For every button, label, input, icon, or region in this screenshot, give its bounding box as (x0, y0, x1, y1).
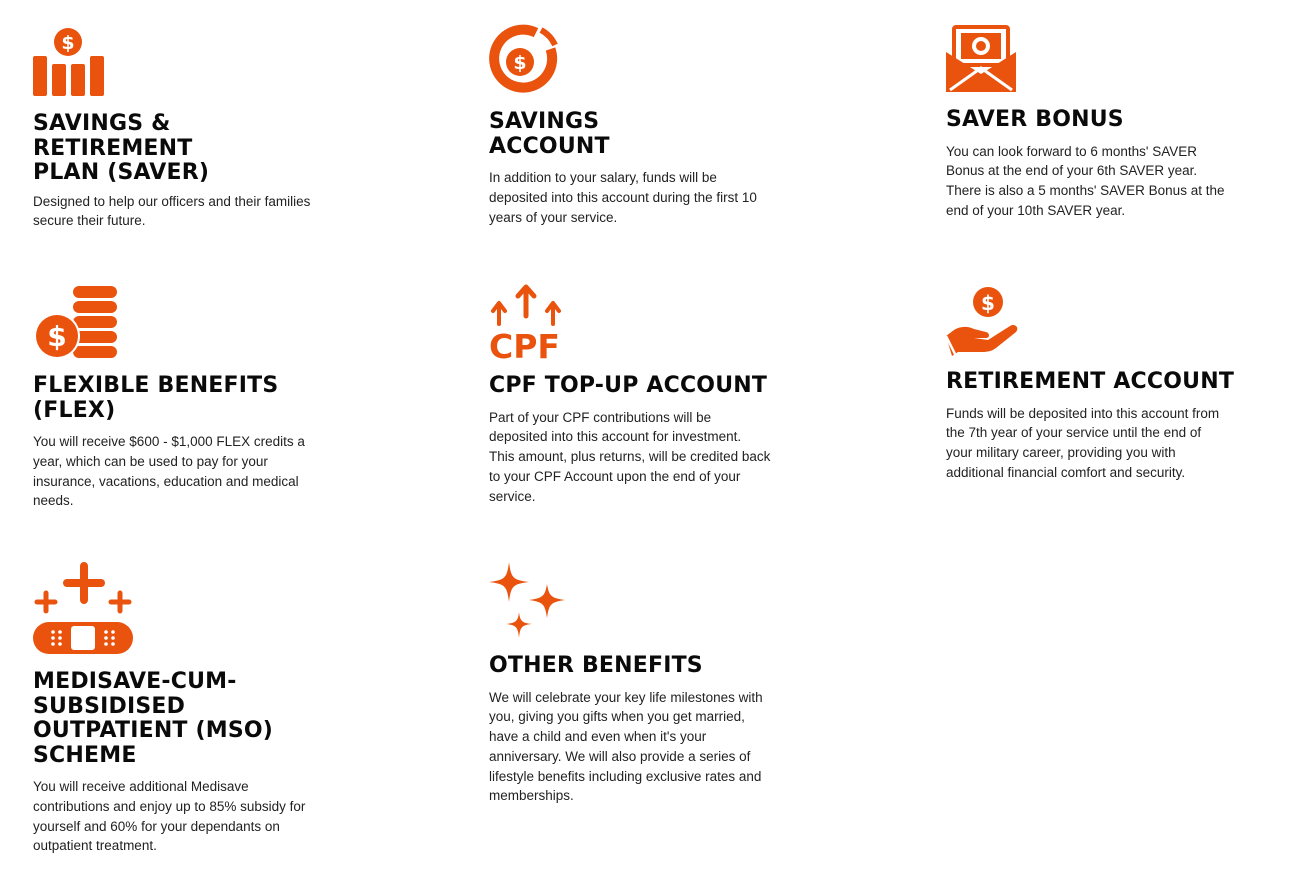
benefit-title: SAVINGS ACCOUNT (489, 109, 610, 159)
svg-text:$: $ (981, 291, 995, 315)
coin-stack-icon (33, 284, 117, 360)
coin-progress-ring-icon (489, 24, 561, 96)
cpf-arrows-up-icon (489, 284, 569, 360)
benefit-description: You will receive $600 - $1,000 FLEX credits a year, which can be used to pay for your insurance, vacations, education and medical needs. (33, 434, 305, 509)
benefit-card-other-benefits (489, 562, 789, 806)
hand-holding-coin-icon (946, 284, 1020, 358)
benefit-title: MEDISAVE-CUM- SUBSIDISED OUTPATIENT (MSO) SCHEME (33, 669, 274, 768)
benefit-description: Part of your CPF contributions will be deposited into this account for investment. This amount, plus returns, will be credited back to your CPF Account upon the end of your service. (489, 409, 771, 504)
benefit-card-saver-bonus (946, 24, 1246, 221)
savings-bar-chart-icon (33, 24, 107, 98)
benefit-title: CPF TOP-UP ACCOUNT (489, 373, 768, 398)
sparkles-icon (489, 562, 567, 642)
benefit-description: Funds will be deposited into this account from the 7th year of your service until the end of your military career, providing you with additional financial comfort and security. (946, 405, 1220, 480)
benefit-description: You can look forward to 6 months' SAVER Bonus at the end of your 6th SAVER year. There is also a 5 months' SAVER Bonus at the end of your 10th SAVER year. (946, 143, 1225, 218)
medical-plus-bandage-icon (33, 562, 133, 656)
benefit-description: You will receive additional Medisave contributions and enjoy up to 85% subsidy for yourself and 60% for your dependants on outpatient treatment. (33, 779, 306, 854)
benefit-description: Designed to help our officers and their families secure their future. (33, 193, 311, 229)
benefit-description: We will celebrate your key life milestones with you, giving you gifts when you get married, have a child and even when it's your anniversary. We will also provide a series of lifestyle benefits including exclusive rates and memberships. (489, 689, 763, 804)
svg-text:$: $ (61, 32, 75, 54)
benefit-description: In addition to your salary, funds will be deposited into this account during the first 10 years of your service. (489, 170, 757, 225)
benefit-title: FLEXIBLE BENEFITS (FLEX) (33, 373, 279, 423)
benefit-card-flex (33, 284, 333, 511)
money-envelope-icon (946, 24, 1016, 94)
svg-text:$: $ (47, 320, 67, 353)
benefit-card-savings-account (489, 24, 789, 227)
benefit-card-retirement-account (946, 284, 1246, 483)
cpf-icon-text: CPF (489, 327, 560, 360)
benefit-title: SAVER BONUS (946, 107, 1124, 132)
benefit-title: RETIREMENT ACCOUNT (946, 369, 1235, 394)
benefit-title: SAVINGS & RETIREMENT PLAN (SAVER) (33, 111, 210, 185)
benefit-title: OTHER BENEFITS (489, 653, 703, 678)
svg-text:$: $ (513, 52, 527, 74)
benefit-card-saver (33, 24, 333, 231)
benefit-card-cpf-top-up (489, 284, 789, 506)
benefit-card-mso-scheme (33, 562, 333, 856)
